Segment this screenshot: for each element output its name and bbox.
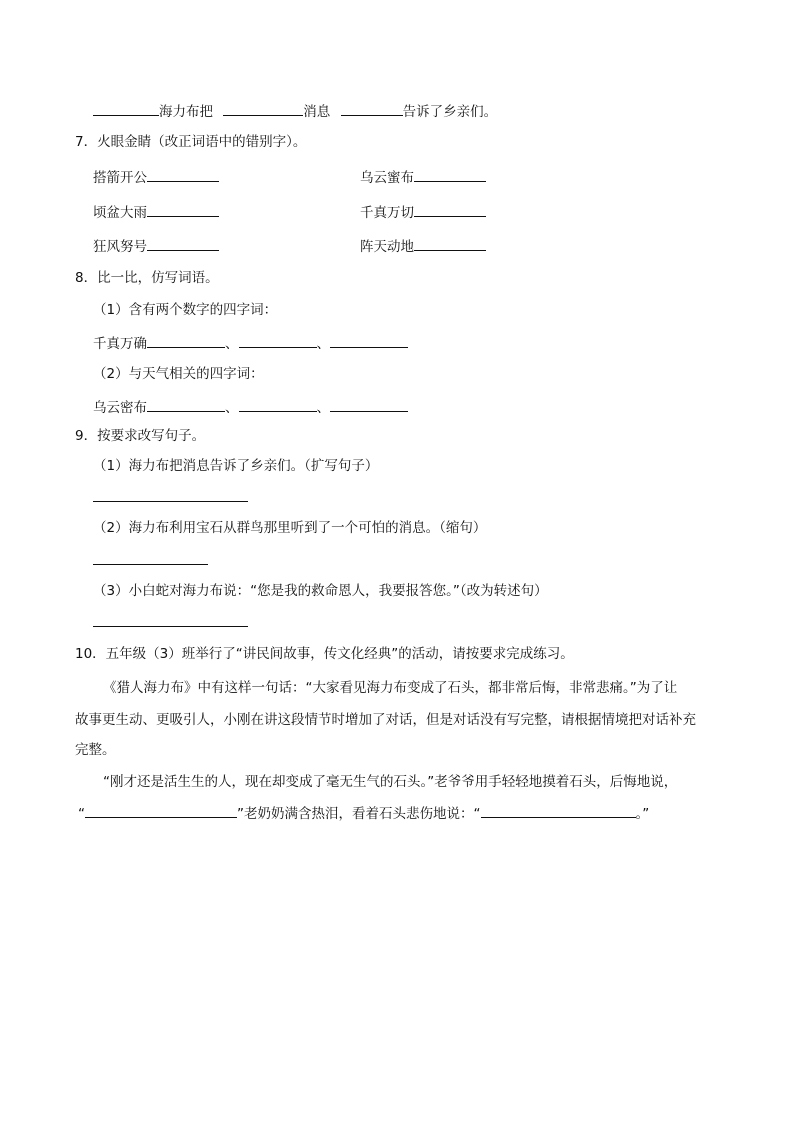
q10-para1-line1: 《猎人海力布》中有这样一句话：“大家看见海力布变成了石头，都非常后悔，非常悲痛。”为了让 [103,680,678,696]
q7-word: 千真万切 [360,205,414,221]
blank[interactable] [223,100,303,116]
q8-example: 乌云密布 [93,400,147,416]
q9-answer-line [93,611,248,633]
q10-para1-line3: 完整。 [75,742,116,758]
blank[interactable] [93,611,248,627]
q8-row1 [93,332,408,354]
q7-word: 狂风努号 [93,239,147,255]
q8-title: 8．比一比，仿写词语。 [75,270,219,286]
q7-item [360,166,486,188]
q9-item-2: （2）海力布利用宝石从群鸟那里听到了一个可怕的消息。（缩句） [93,520,487,536]
q8-example: 千真万确 [93,336,147,352]
blank[interactable] [147,235,219,251]
blank[interactable] [147,396,225,412]
separator: 、 [316,400,330,416]
blank[interactable] [239,332,317,348]
blank[interactable] [330,396,408,412]
blank[interactable] [147,201,219,217]
q7-item [93,235,219,257]
q10-para2-line2 [78,802,649,824]
blank[interactable] [414,235,486,251]
separator: 、 [225,400,239,416]
blank[interactable] [147,332,225,348]
q8-sub2: （2）与天气相关的四字词： [93,366,264,382]
blank[interactable] [93,100,159,116]
blank[interactable] [93,549,208,565]
open-quote: “ [78,806,85,822]
q7-word: 乌云蜜布 [360,170,414,186]
q8-sub1: （1）含有两个数字的四字词： [93,302,278,318]
q7-item [360,201,486,223]
blank[interactable] [85,802,237,818]
q7-word: 顷盆大雨 [93,205,147,221]
q7-title: 7．火眼金睛（改正词语中的错别字）。 [75,134,307,150]
blank[interactable] [93,486,248,502]
blank[interactable] [239,396,317,412]
q7-word: 阵天动地 [360,239,414,255]
blank[interactable] [414,166,486,182]
q10-middle-text: ”老奶奶满含热泪，看着石头悲伤地说：“ [237,806,481,822]
blank[interactable] [481,802,636,818]
close-quote: 。” [635,806,650,822]
q10-title: 10．五年级（3）班举行了“讲民间故事，传文化经典”的活动，请按要求完成练习。 [75,646,574,662]
blank[interactable] [330,332,408,348]
q7-word: 搭箭开公 [93,170,147,186]
separator: 、 [225,336,239,352]
q7-item [360,235,486,257]
q6-fill-line [93,100,497,122]
q6-text-3: 告诉了乡亲们。 [402,104,498,120]
q9-item-1: （1）海力布把消息告诉了乡亲们。（扩写句子） [93,458,379,474]
q6-text-1: 海力布把 [159,104,213,120]
q7-item [93,166,219,188]
q9-item-3: （3）小白蛇对海力布说：“您是我的救命恩人，我要报答您。”（改为转述句） [93,583,548,599]
q7-item [93,201,219,223]
q10-para2-line1: “刚才还是活生生的人，现在却变成了毫无生气的石头。”老爷爷用手轻轻地摸着石头，后悔地说， [103,774,678,790]
q9-title: 9．按要求改写句子。 [75,428,206,444]
q9-answer-line [93,549,208,571]
blank[interactable] [414,201,486,217]
separator: 、 [316,336,330,352]
q8-row2 [93,396,408,418]
blank[interactable] [341,100,403,116]
q6-text-2: 消息 [303,104,331,120]
blank[interactable] [147,166,219,182]
q9-answer-line [93,486,248,508]
q10-para1-line2: 故事更生动、更吸引人，小刚在讲这段情节时增加了对话，但是对话没有写完整，请根据情境把对话补充 [75,712,696,728]
